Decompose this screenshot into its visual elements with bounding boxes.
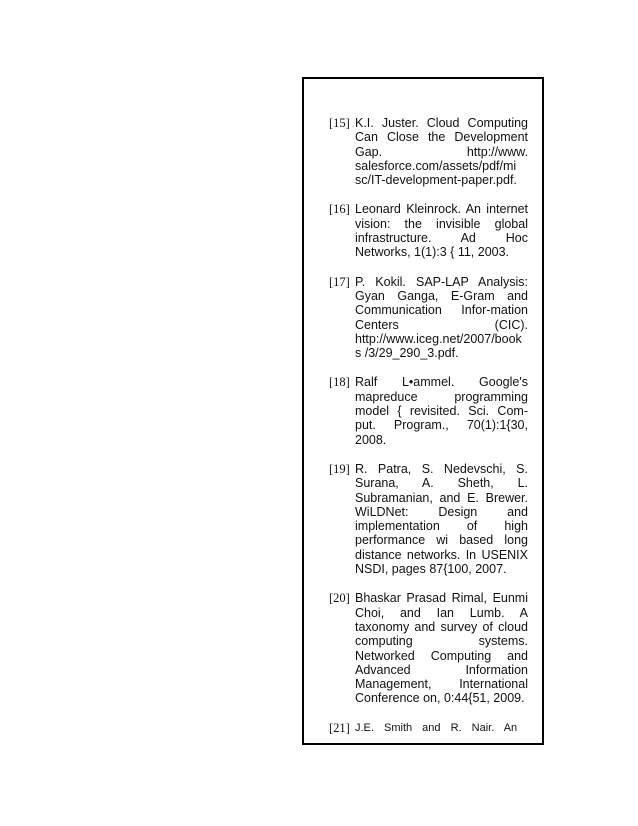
reference-item (329, 375, 528, 446)
reference-item (329, 721, 528, 735)
reference-text: P. Kokil. SAP-LAP Analysis: Gyan Ganga, E-Gram and Communication Infor-mation Centers (CIC). http://www.iceg.net/2007/books /3/29_290_3.pdf. (355, 274, 528, 361)
reference-item (329, 275, 528, 361)
reference-number: [21] (329, 720, 350, 735)
reference-item (329, 591, 528, 705)
reference-number: [19] (329, 461, 350, 476)
reference-text: Bhaskar Prasad Rimal, Eunmi Choi, and Ian Lumb. A taxonomy and survey of cloud computing systems. Networked Computing and Advanced Information Management, International Conference on, 0:44{51, 2009. (355, 591, 528, 706)
reference-item (329, 116, 528, 187)
reference-number: [20] (329, 591, 350, 606)
reference-item (329, 202, 528, 259)
document-page (302, 77, 544, 745)
reference-text: Ralf L•ammel. Google's mapreduce programming model { revisited. Sci. Com-put. Program., 70(1):1{30, 2008. (355, 375, 528, 447)
reference-text: R. Patra, S. Nedevschi, S. Surana, A. Sheth, L. Subramanian, and E. Brewer. WiLDNet: Design and implementation of high performance wi based long distance networks. In USENIX NSDI, pages 87{100, 2007. (355, 461, 528, 577)
reference-number: [15] (329, 116, 350, 130)
reference-list (329, 116, 528, 745)
reference-number: [17] (329, 274, 350, 289)
reference-number: [18] (329, 375, 350, 390)
reference-text: Leonard Kleinrock. An internet vision: the invisible global infrastructure. Ad Hoc Networks, 1(1):3 { 11, 2003. (355, 202, 528, 260)
reference-text: J.E. Smith and R. Nair. An (355, 721, 518, 734)
reference-text: K.I. Juster. Cloud Computing Can Close the Development Gap. http://www. salesforce.com/assets/pdf/mi sc/IT-development-paper.pdf. (355, 116, 528, 188)
reference-item (329, 462, 528, 576)
reference-number: [16] (329, 202, 350, 217)
